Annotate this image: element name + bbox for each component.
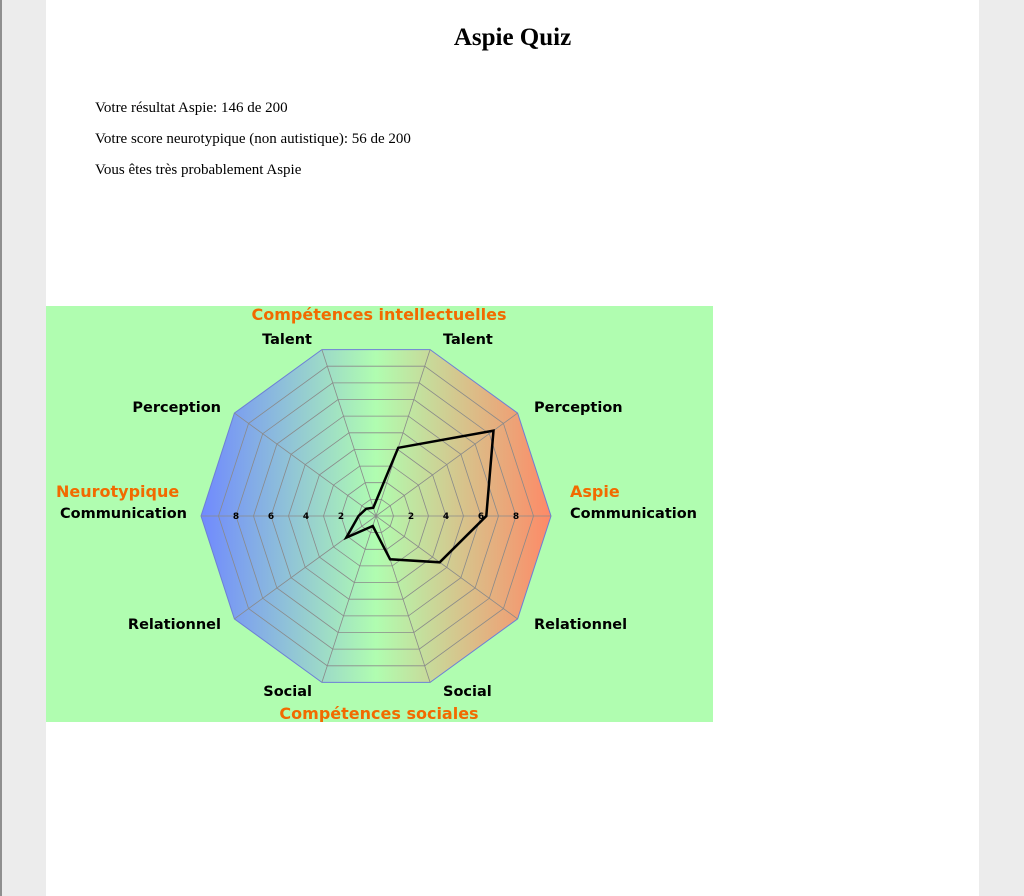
axis-label-nt-communication: Communication xyxy=(59,506,187,522)
group-label-top: Compétences intellectuelles xyxy=(251,306,507,324)
document-page xyxy=(46,0,979,896)
axis-label-aspie-communication: Communication xyxy=(570,506,698,522)
tick-label: 2 xyxy=(407,512,415,522)
aspie-score-text: Votre résultat Aspie: 146 de 200 xyxy=(95,100,288,116)
tick-label: 2 xyxy=(337,512,345,522)
axis-label-aspie-relationnel: Relationnel xyxy=(534,617,628,633)
page-title: Aspie Quiz xyxy=(453,24,572,51)
radar-chart-panel xyxy=(46,306,713,722)
axis-label-nt-talent: Talent xyxy=(262,332,312,348)
group-label-bottom: Compétences sociales xyxy=(279,704,479,722)
axis-label-aspie-social: Social xyxy=(443,684,492,700)
axis-label-nt-social: Social xyxy=(263,684,312,700)
group-label-left: Neurotypique xyxy=(56,482,180,501)
group-label-right: Aspie xyxy=(570,482,620,501)
axis-label-aspie-perception: Perception xyxy=(534,400,623,416)
tick-label: 4 xyxy=(442,512,450,522)
neurotypical-score-text: Votre score neurotypique (non autistique): 56 de 200 xyxy=(95,131,411,147)
tick-label: 6 xyxy=(267,512,275,522)
radar-chart xyxy=(46,306,713,722)
axis-label-nt-perception: Perception xyxy=(132,400,221,416)
tick-label: 8 xyxy=(512,512,520,522)
verdict-text: Vous êtes très probablement Aspie xyxy=(95,162,302,178)
window-left-edge xyxy=(0,0,2,896)
axis-label-nt-relationnel: Relationnel xyxy=(127,617,221,633)
tick-label: 8 xyxy=(232,512,240,522)
tick-label: 6 xyxy=(477,512,485,522)
tick-label: 4 xyxy=(302,512,310,522)
axis-label-aspie-talent: Talent xyxy=(443,332,493,348)
